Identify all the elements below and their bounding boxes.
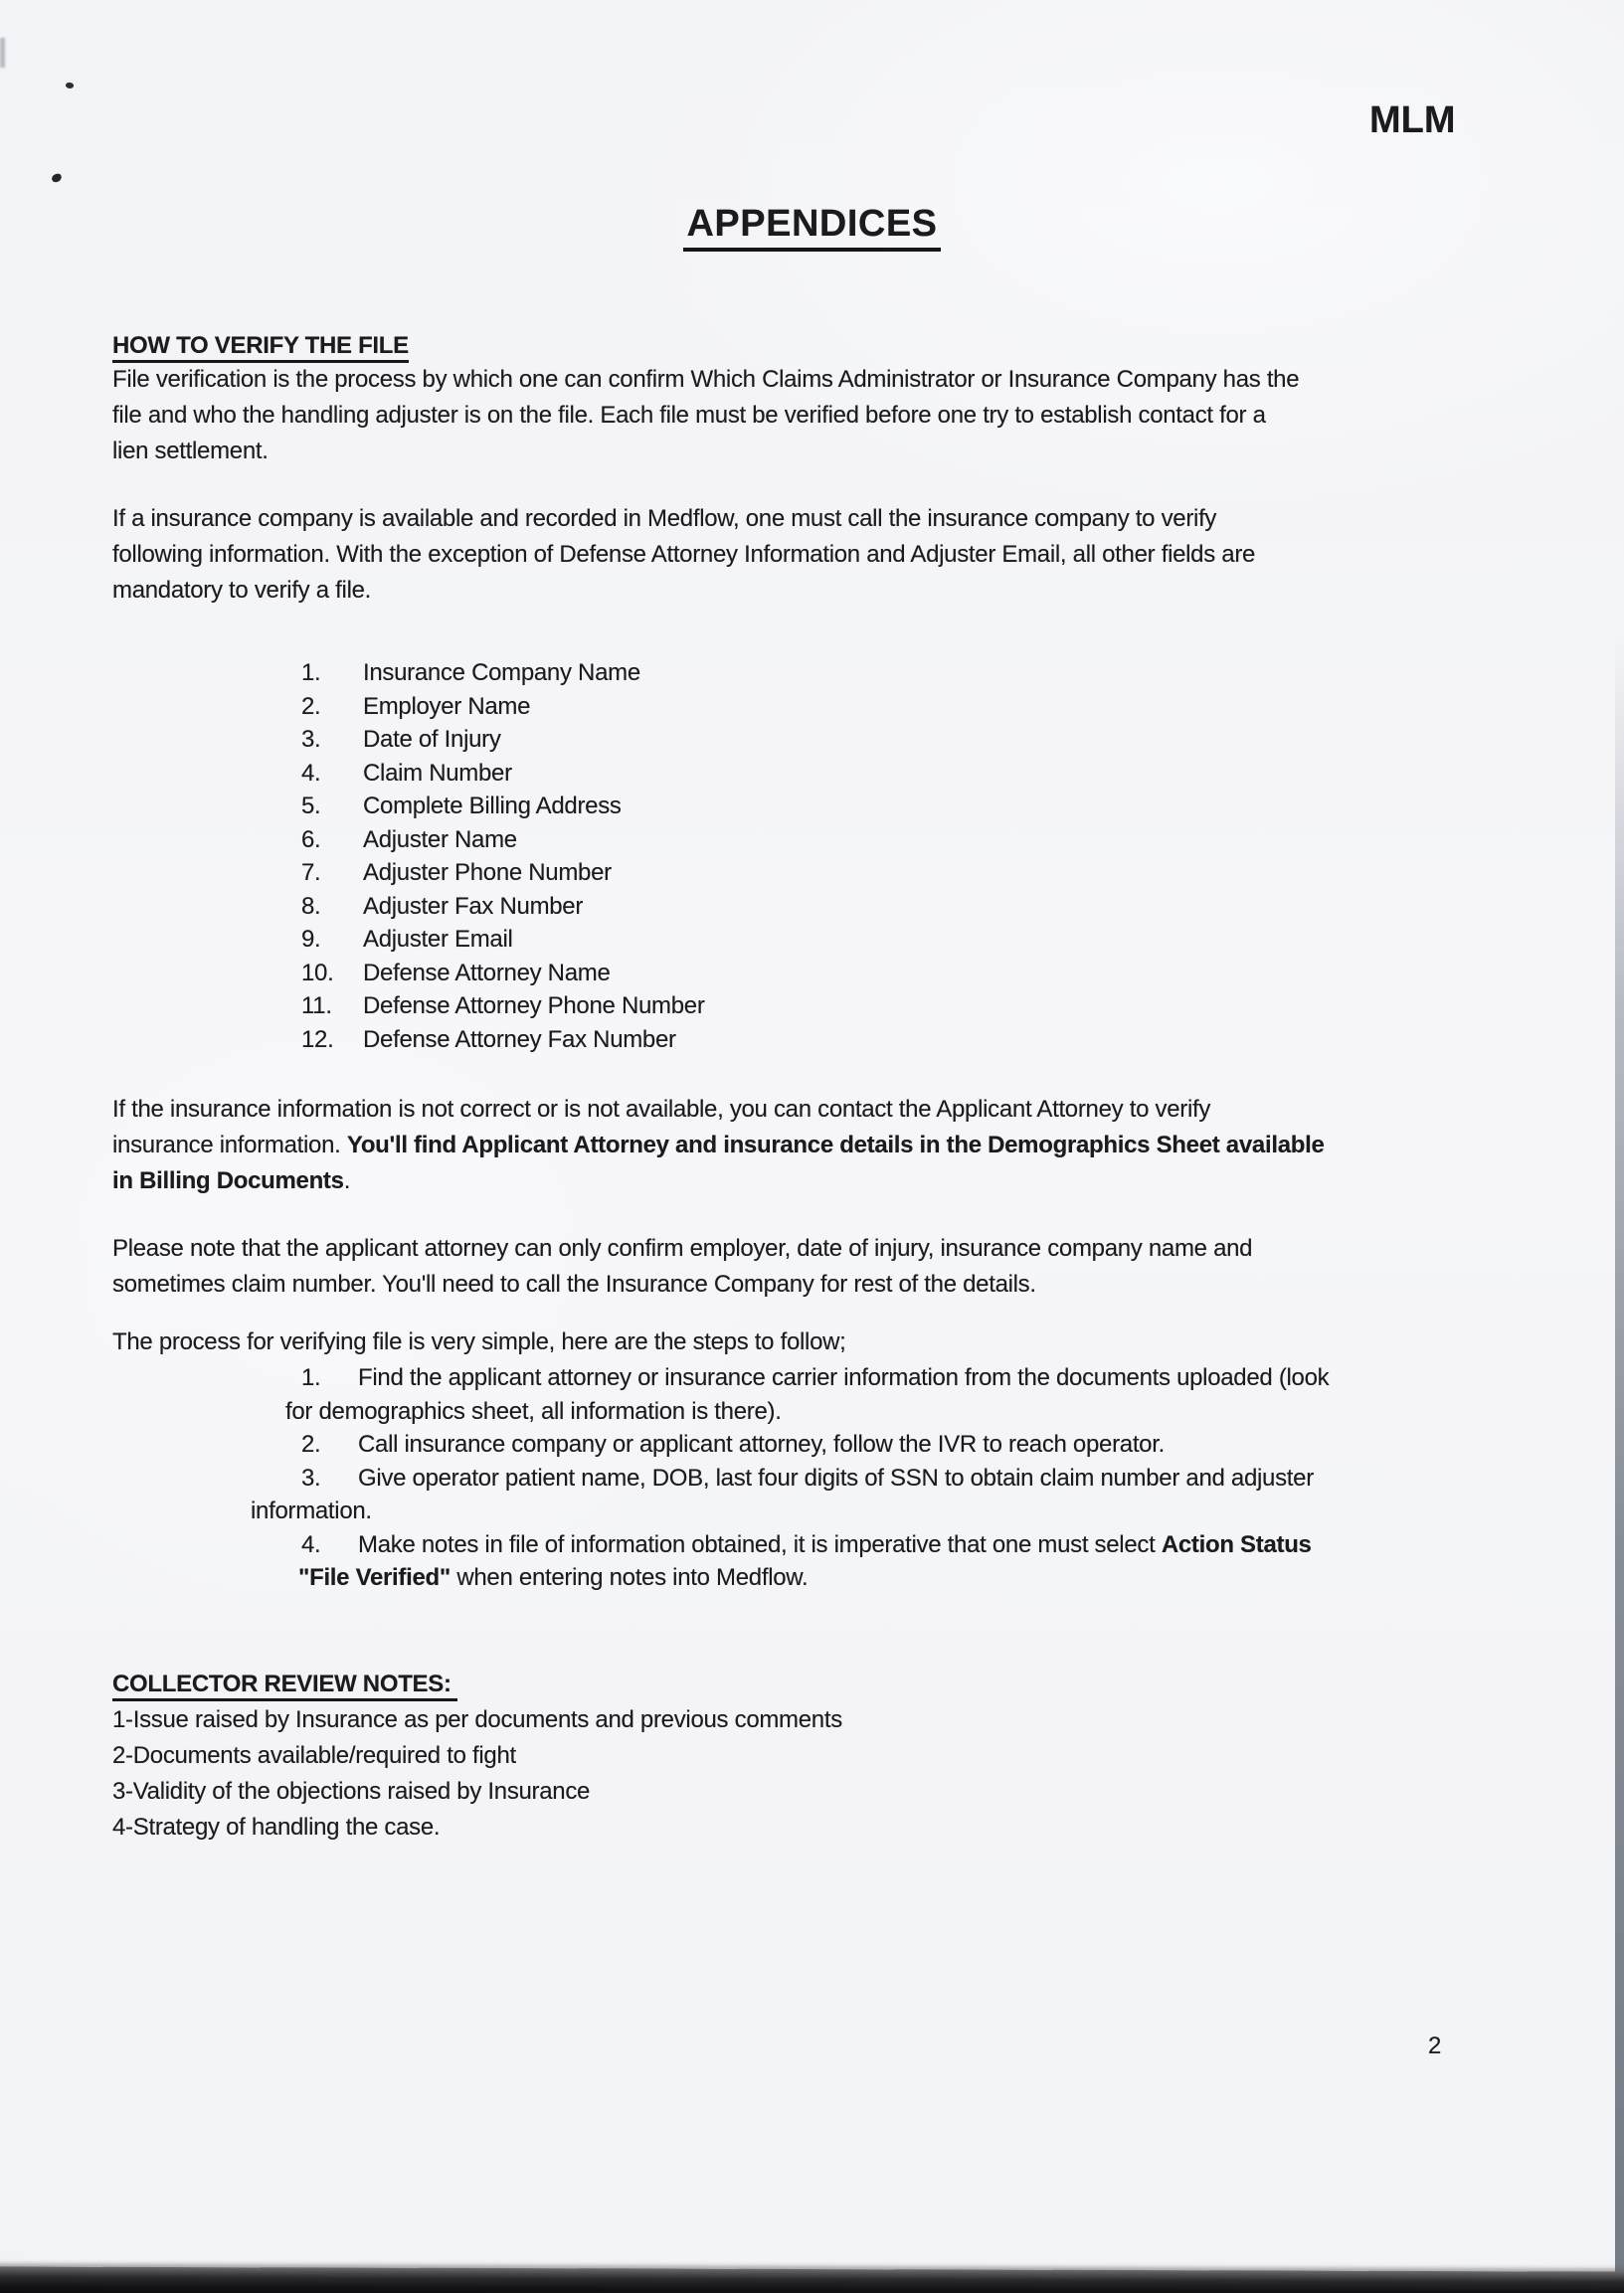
paragraph-line: If a insurance company is available and recorded in Medflow, one must call the insurance company to verify xyxy=(112,505,1217,532)
note-line: 1-Issue raised by Insurance as per documents and previous comments xyxy=(112,1706,842,1733)
list-item xyxy=(301,989,705,1023)
paragraph-line xyxy=(112,1163,1325,1199)
paragraph-file-verification xyxy=(112,362,1299,469)
paragraph-bold-text: You'll find Applicant Attorney and insurance details in the Demographics Sheet available xyxy=(346,1132,1325,1158)
step-line xyxy=(301,1361,1329,1395)
paragraph-insurance-recorded xyxy=(112,501,1255,609)
page-number: 2 xyxy=(1428,2032,1442,2059)
list-item xyxy=(301,957,705,990)
list-item xyxy=(301,690,705,724)
step-number: 2. xyxy=(301,1431,321,1458)
paragraph-line: If the insurance information is not correct or is not available, you can contact the Applicant Attorney to verify xyxy=(112,1096,1211,1123)
list-item-number: 1. xyxy=(301,659,321,686)
paragraph-line: lien settlement. xyxy=(112,438,269,464)
step-bold-text: "File Verified" xyxy=(298,1564,451,1591)
list-item xyxy=(301,923,705,957)
section-heading-verify xyxy=(112,332,409,360)
list-item-label: Employer Name xyxy=(363,692,531,720)
list-item-number: 6. xyxy=(301,825,321,853)
list-item xyxy=(301,723,705,757)
paragraph-text: insurance information. xyxy=(112,1132,347,1158)
list-item-label: Insurance Company Name xyxy=(363,659,640,686)
scanner-right-edge-shadow xyxy=(1615,636,1624,2293)
list-item-number: 7. xyxy=(301,859,321,886)
list-item xyxy=(301,656,705,690)
list-item-label: Defense Attorney Fax Number xyxy=(363,1025,676,1053)
paragraph-line xyxy=(112,1128,1325,1163)
note-line: 2-Documents available/required to fight xyxy=(112,1742,516,1769)
section-heading-collector-text: COLLECTOR REVIEW NOTES: xyxy=(112,1671,457,1701)
step-number: 3. xyxy=(301,1464,321,1492)
step-text: for demographics sheet, all information is there). xyxy=(285,1397,782,1425)
paragraph-line: mandatory to verify a file. xyxy=(112,577,372,604)
step-bold-text: Action Status xyxy=(1161,1530,1312,1558)
page-title-text: APPENDICES xyxy=(683,203,940,252)
list-item-label: Defense Attorney Name xyxy=(363,959,611,986)
list-item xyxy=(301,856,705,890)
step-number: 4. xyxy=(301,1530,321,1558)
step-line xyxy=(301,1428,1329,1462)
list-item xyxy=(301,890,705,924)
paragraph-please-note xyxy=(112,1231,1252,1303)
list-item-label: Date of Injury xyxy=(363,726,501,753)
list-item-number: 10. xyxy=(301,959,334,986)
paragraph-text: . xyxy=(343,1167,351,1194)
list-item-number: 4. xyxy=(301,759,321,787)
step-number: 1. xyxy=(301,1364,321,1391)
list-item-label: Defense Attorney Phone Number xyxy=(363,992,705,1019)
step-text: Give operator patient name, DOB, last four digits of SSN to obtain claim number and adjuster xyxy=(358,1464,1314,1492)
section-heading-verify-text: HOW TO VERIFY THE FILE xyxy=(112,332,409,363)
scan-edge-smudge xyxy=(0,38,5,68)
steps-intro: The process for verifying file is very simple, here are the steps to follow; xyxy=(112,1328,846,1355)
paragraph-line: file and who the handling adjuster is on the file. Each file must be verified before one try to establish contact for a xyxy=(112,402,1266,429)
note-line: 4-Strategy of handling the case. xyxy=(112,1814,441,1841)
step-line xyxy=(298,1561,1329,1595)
scan-speck xyxy=(51,173,63,184)
list-item-number: 2. xyxy=(301,692,321,720)
list-item-number: 5. xyxy=(301,793,321,819)
note-line: 3-Validity of the objections raised by Insurance xyxy=(112,1778,591,1805)
list-item-label: Adjuster Name xyxy=(363,825,517,853)
paragraph-applicant-attorney xyxy=(112,1092,1325,1199)
verification-field-list xyxy=(301,656,705,1056)
list-item-number: 12. xyxy=(301,1025,334,1053)
collector-notes-list xyxy=(112,1702,842,1846)
paragraph-line: Please note that the applicant attorney can only confirm employer, date of injury, insurance company name and xyxy=(112,1235,1253,1262)
list-item-label: Claim Number xyxy=(363,759,512,787)
list-item xyxy=(301,790,705,823)
paragraph-bold-text: in Billing Documents xyxy=(112,1167,344,1194)
step-text: information. xyxy=(251,1498,372,1524)
list-item xyxy=(301,823,705,857)
paragraph-line: sometimes claim number. You'll need to call the Insurance Company for rest of the details. xyxy=(112,1271,1036,1298)
section-heading-collector xyxy=(112,1671,457,1698)
verification-steps xyxy=(251,1361,1330,1595)
page-title xyxy=(0,203,1624,246)
scan-speck xyxy=(65,82,74,89)
list-item-number: 8. xyxy=(301,892,321,920)
list-item-number: 11. xyxy=(301,992,332,1019)
step-text: Find the applicant attorney or insurance carrier information from the documents uploaded (look xyxy=(358,1364,1330,1391)
paragraph-line: File verification is the process by which one can confirm Which Claims Administrator or Insurance Company has the xyxy=(112,366,1300,393)
step-line xyxy=(301,1462,1329,1496)
corner-tag: MLM xyxy=(1369,99,1456,141)
list-item-label: Adjuster Fax Number xyxy=(363,892,584,920)
list-item-number: 3. xyxy=(301,726,321,753)
step-line xyxy=(285,1395,1329,1429)
step-text: Call insurance company or applicant attorney, follow the IVR to reach operator. xyxy=(358,1431,1165,1458)
step-line xyxy=(251,1495,1329,1528)
list-item-label: Adjuster Email xyxy=(363,926,513,953)
list-item-label: Adjuster Phone Number xyxy=(363,859,612,886)
list-item xyxy=(301,1023,705,1057)
step-text: Make notes in file of information obtained, it is imperative that one must select xyxy=(358,1530,1162,1558)
list-item-label: Complete Billing Address xyxy=(363,793,622,819)
list-item-number: 9. xyxy=(301,926,321,953)
step-text: when entering notes into Medflow. xyxy=(450,1564,809,1591)
list-item xyxy=(301,757,705,791)
step-line xyxy=(301,1528,1329,1562)
paragraph-line: following information. With the exception of Defense Attorney Information and Adjuster Email, all other fields are xyxy=(112,541,1256,568)
scanner-bottom-edge-shadow xyxy=(0,2266,1624,2293)
